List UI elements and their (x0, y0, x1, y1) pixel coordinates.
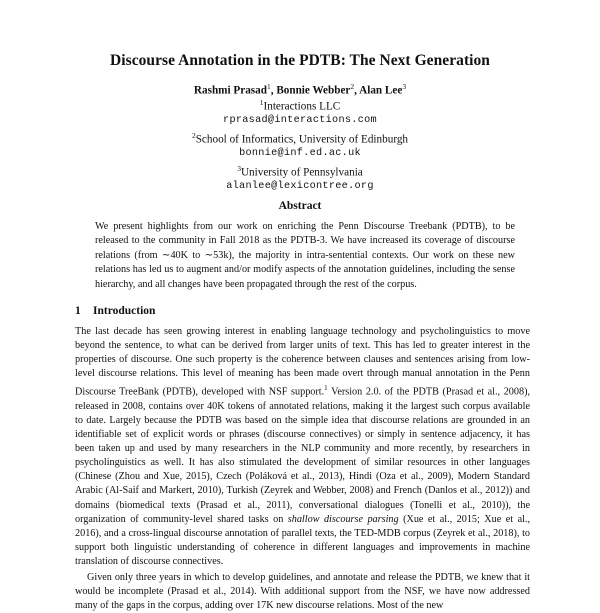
author-affiliation-mark: 3 (402, 82, 407, 91)
footnote-mark: 1 (324, 384, 328, 393)
author-name: Bonnie Webber (276, 84, 351, 97)
author-separator: , (270, 84, 277, 97)
affiliation-block (0, 96, 600, 195)
author-name: Rashmi Prasad (193, 84, 267, 97)
body-paragraph: Given only three years in which to develop guidelines, and annotate and release the PDTB, we knew that it would be incomplete (Prasad et al., 2014). With additional support from the NSF, we have now addressed many of the gaps in the corpus, adding over 17K new discourse relations. Most of the new (75, 571, 530, 612)
paragraph-text: The last decade has seen growing interest in enabling language technology and psycholinguistics to move beyond the sentence, to what can be derived from larger units of text. This has led to greater interest in the properties of discourse. One such property is the coherence between clauses and sentences arising from low-level discourse relations. This level of meaning has been made overt through manual annotation in the Penn Discourse TreeBank (PDTB), developed with NSF support. (75, 326, 530, 398)
affiliation-mark: 1 (259, 98, 264, 107)
paragraph-text: Version 2.0. of the PDTB (Prasad et al., 2008), released in 2008, contains over 40K tokens of annotated relations, making it the largest such corpus available to date. Largely because the PDTB was based on the simple idea that discourse relations are grounded in an identifiable set of explicit words or phrases (discourse connectives) or simply in sentence adjacency, it has been taken up and used by many researchers in the NLP community and more recently, by researchers in psycholinguistics as well. It has also stimulated the development of similar resources in other languages (Chinese (Zhou and Xue, 2015), Czech (Poláková et al., 2013), Hindi (Oza et al., 2009), Modern Standard Arabic (Al-Saif and Markert, 2010), Turkish (Zeyrek and Webber, 2008) and French (Danlos et al., 2012)) and domains (biomedical texts (Prasad et al., 2011), conversational dialogues (Tonelli et al., 2010)), the organization of community-level shared tasks on (75, 386, 531, 525)
affiliation-name: School of Informatics, University of Edinburgh (195, 133, 409, 146)
abstract-text: We present highlights from our work on enriching the Penn Discourse Treebank (PDTB), to be released to the community in Fall 2018 as the PDTB-3. We have increased its coverage of discourse relations (from ∼40K to ∼53k), the majority in intra-sentential contexts. Our work on these new relations has led us to augment and/or modify aspects of the annotation guidelines, including the sense hierarchy, and all changes have been propagated through the rest of the corpus. (95, 221, 515, 290)
section-title: Introduction (93, 305, 156, 317)
author-email: rprasad@interactions.com (223, 115, 377, 127)
author-separator: , (354, 84, 360, 97)
abstract-heading: Abstract (278, 200, 322, 212)
author-name: Alan Lee (359, 84, 403, 97)
paragraph-text: (Xue et al., 2015; Xue et al., 2016), and a cross-lingual discourse annotation of parallel texts, the TED-MDB corpus (Zeyrek et al., 2018), to support both linguistic understanding of coherence in different languages and improvements in machine translation of discourse connectives. (75, 513, 531, 567)
affiliation (0, 96, 600, 114)
affiliation-mark: 3 (237, 163, 241, 173)
italic-term: shallow discourse parsing (287, 513, 399, 525)
affiliation-mark: 2 (191, 130, 196, 140)
affiliation (0, 162, 600, 180)
paper-title: Discourse Annotation in the PDTB: The Next Generation (110, 52, 490, 69)
author-email: bonnie@inf.ed.ac.uk (239, 148, 361, 160)
author-affiliation-mark: 2 (350, 82, 355, 91)
affiliation-name: Interactions LLC (263, 100, 341, 113)
body-paragraph (75, 325, 530, 569)
affiliation-name: University of Pennsylvania (240, 166, 363, 179)
affiliation (0, 129, 600, 147)
section-body (75, 325, 530, 613)
author-list (0, 82, 600, 97)
section-heading (75, 305, 155, 317)
section-number: 1 (75, 305, 81, 317)
author-email: alanlee@lexicontree.org (226, 181, 374, 193)
author-affiliation-mark: 1 (266, 82, 271, 91)
